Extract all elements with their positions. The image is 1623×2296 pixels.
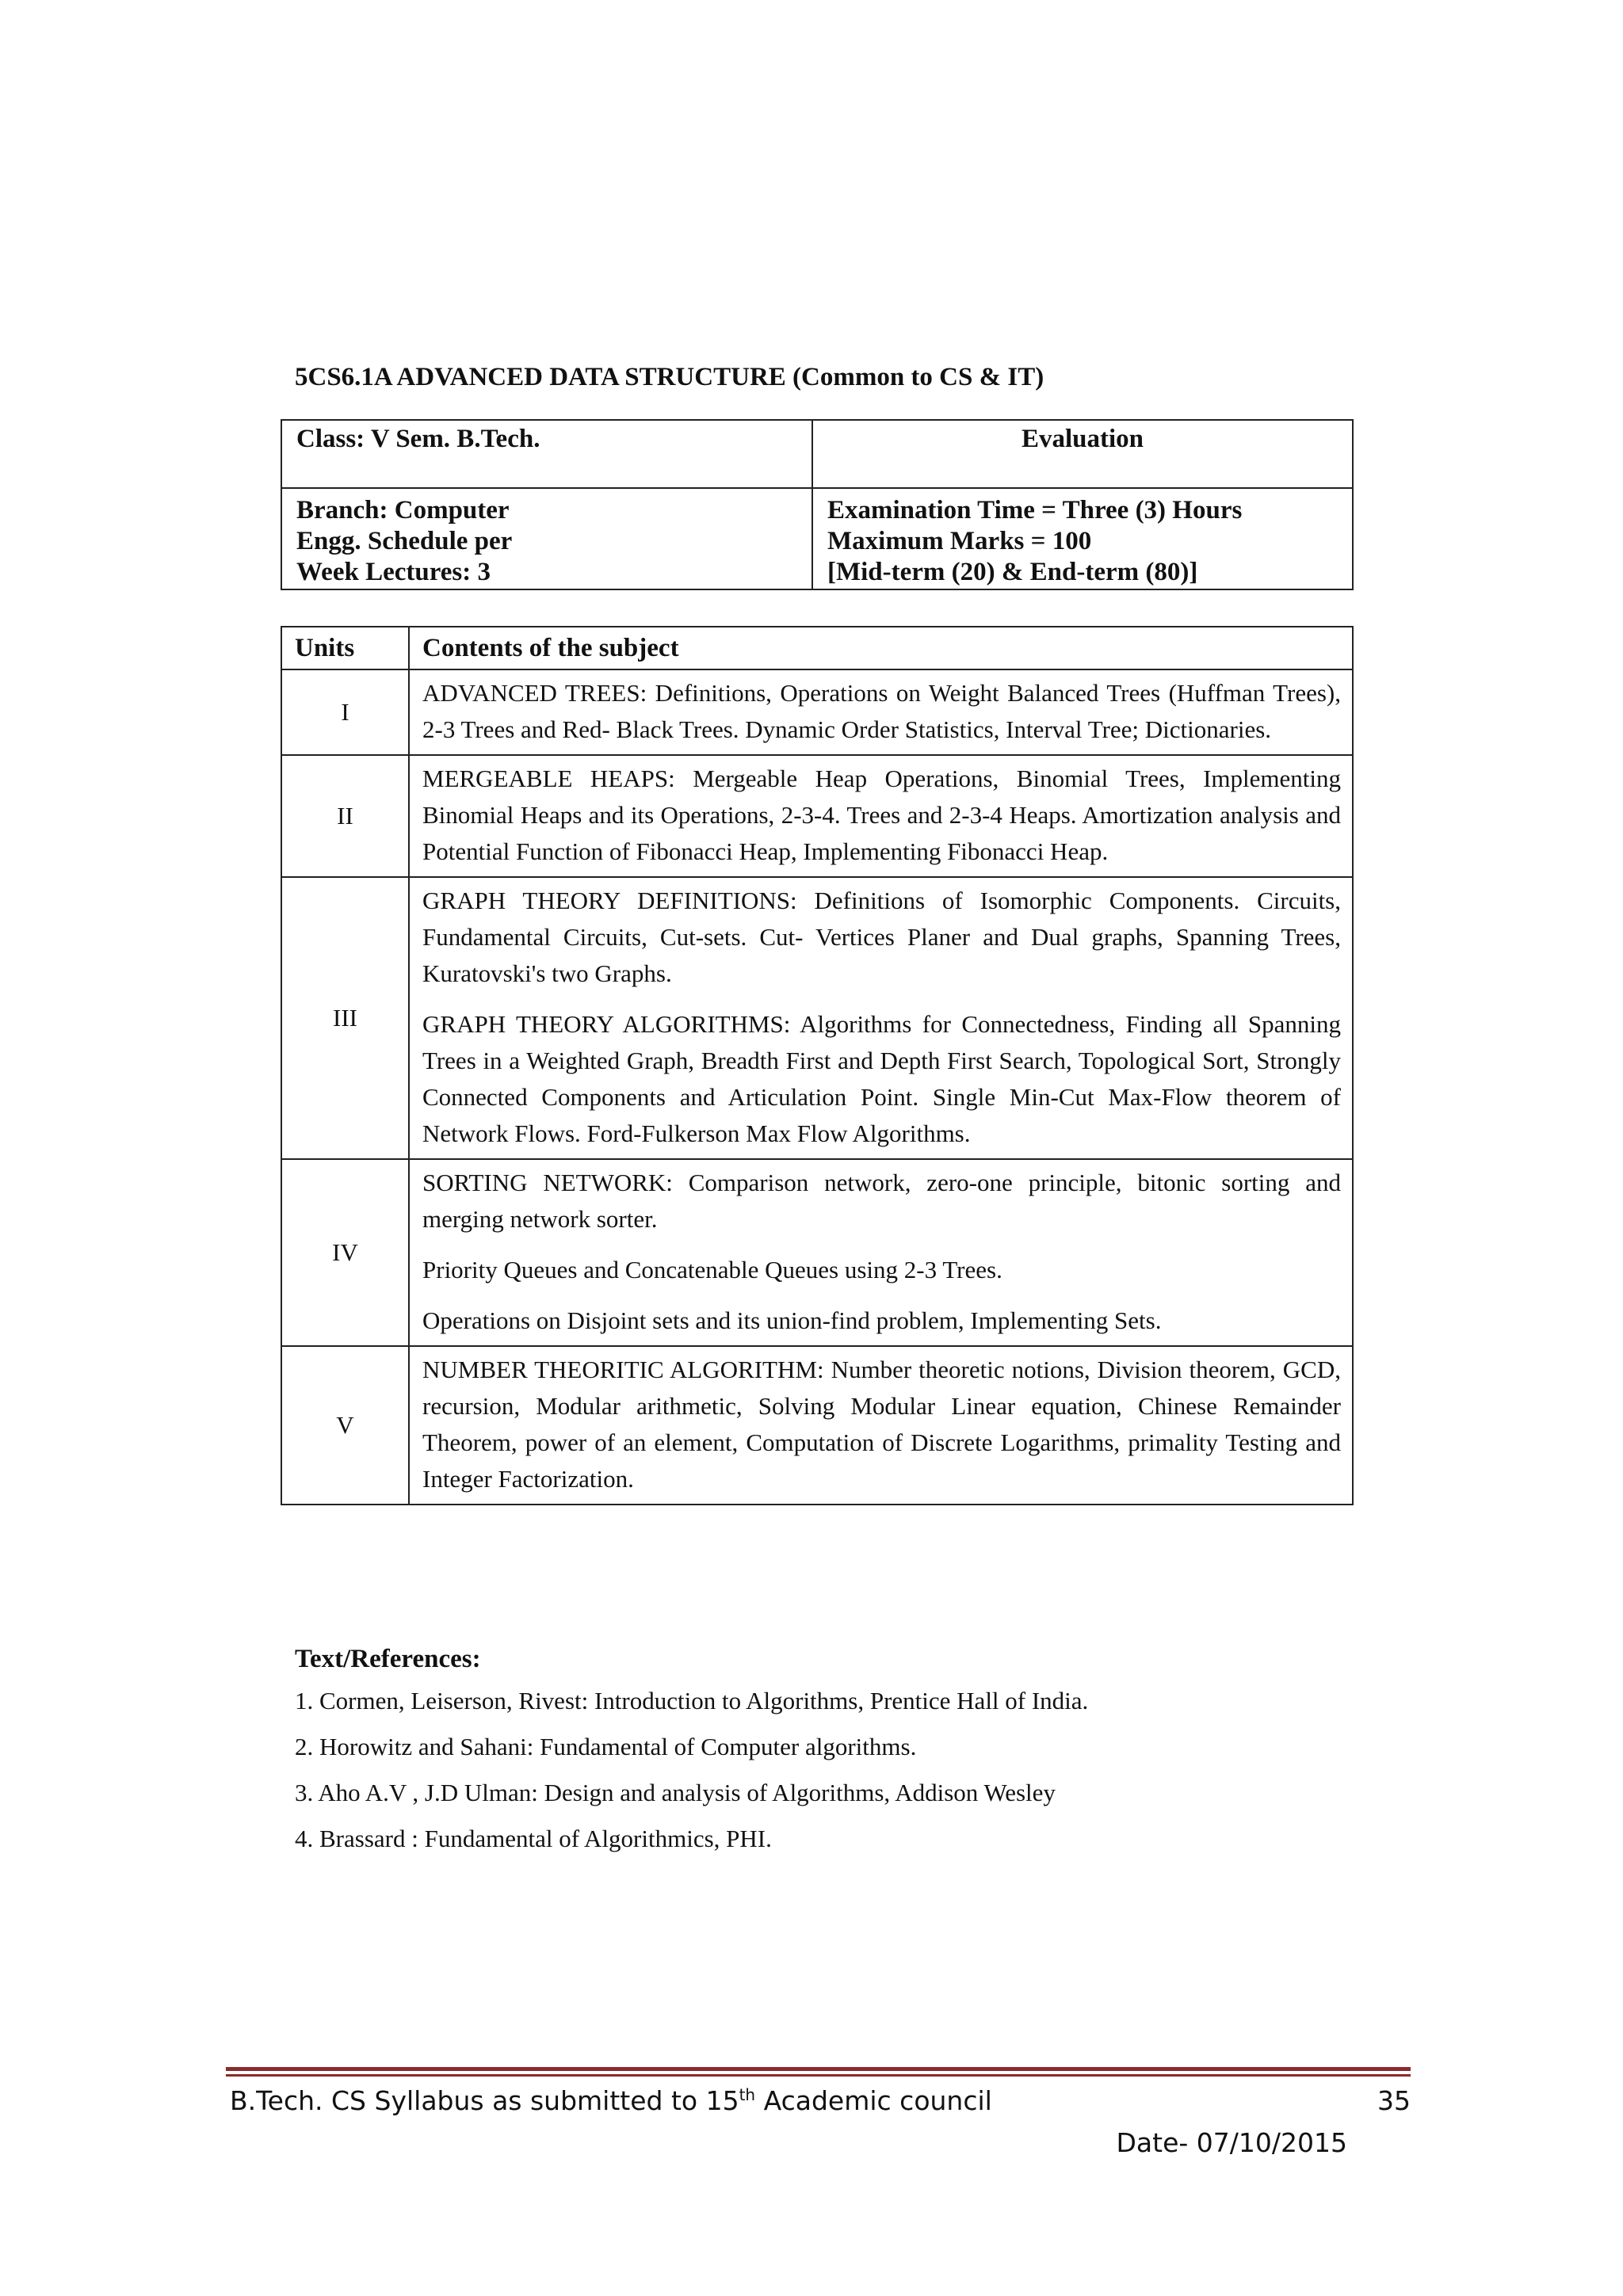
unit-row (281, 877, 1353, 1159)
unit-paragraph: NUMBER THEORITIC ALGORITHM: Number theoretic notions, Division theorem, GCD, recursion, Modular arithmetic, Solving Modular Linear equation, Chinese Remainder Theorem, power of an element, Computation of Discrete Logarithms, primality Testing and Integer Factorization. (422, 1356, 1341, 1493)
footer-text (230, 2085, 992, 2116)
footer-rule-thick (226, 2067, 1411, 2071)
unit-number: I (281, 669, 409, 755)
evaluation-cell: Evaluation (812, 420, 1353, 488)
unit-number: V (281, 1346, 409, 1505)
info-row-2 (281, 488, 1353, 589)
unit-contents (409, 1346, 1353, 1505)
unit-row (281, 1159, 1353, 1346)
exam-time-text: Examination Time = Three (3) Hours (827, 496, 1243, 524)
footer-superscript: th (739, 2085, 756, 2104)
course-title: 5CS6.1A ADVANCED DATA STRUCTURE (Common to CS & IT) (295, 363, 1044, 391)
references-section (295, 1645, 1088, 1869)
reference-item: 3. Aho A.V , J.D Ulman: Design and analysis of Algorithms, Addison Wesley (295, 1779, 1056, 1806)
unit-number: II (281, 755, 409, 877)
unit-contents (409, 755, 1353, 877)
unit-paragraph: GRAPH THEORY DEFINITIONS: Definitions of Isomorphic Components. Circuits, Fundamental Circuits, Cut-sets. Cut- Vertices Planer and Dual graphs, Spanning Trees, Kuratovski's two Graphs. (422, 887, 1341, 987)
unit-contents (409, 877, 1353, 1159)
syllabus-table (281, 626, 1354, 1505)
schedule-text: Engg. Schedule per (296, 527, 513, 555)
reference-item: 2. Horowitz and Sahani: Fundamental of Computer algorithms. (295, 1733, 917, 1760)
max-marks-text: Maximum Marks = 100 (827, 527, 1092, 555)
unit-row (281, 669, 1353, 755)
unit-number: III (281, 877, 409, 1159)
footer-text-main: B.Tech. CS Syllabus as submitted to 15 (230, 2085, 739, 2116)
branch-text: Branch: Computer (296, 496, 510, 524)
reference-item: 4. Brassard : Fundamental of Algorithmics, PHI. (295, 1825, 772, 1852)
unit-contents (409, 669, 1353, 755)
exam-cell (812, 488, 1353, 589)
unit-row (281, 755, 1353, 877)
unit-number: IV (281, 1159, 409, 1346)
unit-paragraph: MERGEABLE HEAPS: Mergeable Heap Operations, Binomial Trees, Implementing Binomial Heaps and its Operations, 2-3-4. Trees and 2-3-4 Heaps. Amortization analysis and Potential Function of Fibonacci Heap, Implementing Fibonacci Heap. (422, 765, 1341, 865)
footer-text-end: Academic council (755, 2085, 992, 2116)
footer-date: Date- 07/10/2015 (1116, 2127, 1347, 2158)
header-units: Units (281, 627, 409, 669)
unit-contents (409, 1159, 1353, 1346)
references-title: Text/References: (295, 1645, 481, 1673)
header-contents: Contents of the subject (409, 627, 1353, 669)
unit-paragraph: Priority Queues and Concatenable Queues using 2-3 Trees. (422, 1256, 1002, 1283)
course-info-table (281, 419, 1354, 590)
syllabus-header-row (281, 627, 1353, 669)
reference-item: 1. Cormen, Leiserson, Rivest: Introduction to Algorithms, Prentice Hall of India. (295, 1687, 1089, 1714)
marks-split-text: [Mid-term (20) & End-term (80)] (827, 558, 1198, 586)
unit-paragraph: GRAPH THEORY ALGORITHMS: Algorithms for Connectedness, Finding all Spanning Trees in a Weighted Graph, Breadth First and Depth First Search, Topological Sort, Strongly Connected Components and Articulation Point. Single Min-Cut Max-Flow theorem of Network Flows. Ford-Fulkerson Max Flow Algorithms. (422, 1010, 1341, 1147)
footer-rule-thin (226, 2074, 1411, 2077)
page-number: 35 (1377, 2085, 1411, 2116)
info-row-1 (281, 420, 1353, 488)
unit-paragraph: ADVANCED TREES: Definitions, Operations on Weight Balanced Trees (Huffman Trees), 2-3 Trees and Red- Black Trees. Dynamic Order Statistics, Interval Tree; Dictionaries. (422, 679, 1341, 743)
class-cell: Class: V Sem. B.Tech. (281, 420, 812, 488)
lectures-text: Week Lectures: 3 (296, 558, 491, 586)
branch-cell (281, 488, 812, 589)
unit-paragraph: SORTING NETWORK: Comparison network, zero-one principle, bitonic sorting and merging network sorter. (422, 1169, 1341, 1233)
unit-paragraph: Operations on Disjoint sets and its union-find problem, Implementing Sets. (422, 1306, 1162, 1334)
unit-row (281, 1346, 1353, 1505)
